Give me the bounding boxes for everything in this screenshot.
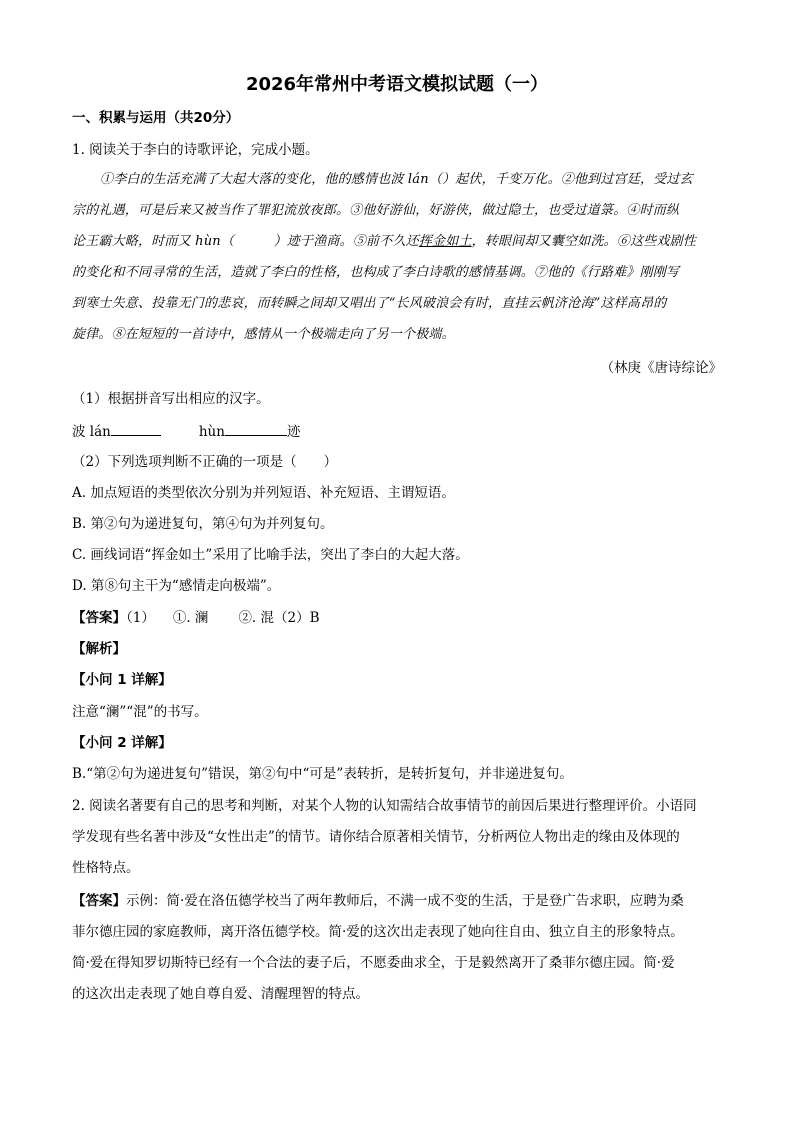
blank-b-suffix: 迹	[286, 424, 301, 440]
option-b: B. 第②句为递进复句，第④句为并列复句。	[72, 516, 334, 532]
passage-line-3-start: 论王霸大略，时而又 hùn（ ）迹于渔商。⑤前不久还	[72, 234, 419, 249]
passage-line-3	[72, 232, 724, 252]
answer-2-line-1	[72, 891, 722, 911]
answer-2-text-1: 示例：简·爱在洛伍德学校当了两年教师后，不满一成不变的生活，于是登广告求职，应聘为桑	[126, 893, 684, 909]
answer-item-1: ①. 澜	[172, 610, 209, 626]
answer-2-line-3: 简·爱在得知罗切斯特已经有一个合法的妻子后，不愿委曲求全，于是毅然离开了桑菲尔德庄园。简·爱	[72, 955, 675, 971]
subquestion-1-prompt: （1）根据拼音写出相应的汉字。	[72, 391, 270, 407]
blank-b-line[interactable]	[225, 421, 287, 436]
sub2-detail-label: 【小问 2 详解】	[72, 735, 172, 751]
passage-line-4: 的变化和不同寻常的生活，造就了李白的性格，也构成了李白诗歌的感情基调。⑦他的《行路难》刚刚写	[72, 265, 680, 280]
option-a: A. 加点短语的类型依次分别为并列短语、补充短语、主谓短语。	[72, 485, 455, 501]
question-1-prompt: 1. 阅读关于李白的诗歌评论，完成小题。	[72, 142, 319, 158]
page-title: 2026年常州中考语文模拟试题（一）	[245, 74, 549, 95]
answer-label: 【答案】	[72, 610, 126, 626]
section-heading: 一、积累与运用（共20分）	[72, 110, 240, 126]
blank-b-label: hùn	[198, 424, 225, 440]
subquestion-2-prompt: （2）下列选项判断不正确的一项是（ ）	[72, 454, 338, 470]
blank-a-line[interactable]	[111, 421, 161, 436]
passage-line-5: 到寒士失意、投靠无门的悲哀，而转瞬之间却又唱出了“长风破浪会有时，直挂云帆济沧海”这样高昂的	[72, 296, 667, 311]
question-2-line-3: 性格特点。	[72, 860, 140, 876]
question-2-line-2: 学发现有些名著中涉及“女性出走”的情节。请你结合原著相关情节，分析两位人物出走的缘由及体现的	[72, 829, 680, 845]
answer-2-line-4: 的这次出走表现了她自尊自爱、清醒理智的特点。	[72, 986, 369, 1002]
answer-1	[72, 608, 722, 628]
answer-part-1: （1）	[126, 610, 155, 626]
sub1-detail-label: 【小问 1 详解】	[72, 672, 172, 688]
sub2-detail-text: B.“第②句为递进复句”错误，第②句中“可是”表转折，是转折复句，并非递进复句。	[72, 766, 573, 782]
answer-item-2: ②. 混（2）B	[238, 610, 320, 626]
passage-line-2: 宗的礼遇，可是后来又被当作了罪犯流放夜郎。③他好游仙，好游侠，做过隐士，也受过道箓。④时而纵	[72, 203, 680, 218]
subquestion-1-blanks	[72, 421, 722, 442]
analysis-label: 【解析】	[72, 641, 126, 657]
underlined-phrase: 挥金如土	[418, 234, 472, 249]
passage-source: （林庚《唐诗综论》	[600, 360, 722, 376]
blank-a-label: 波 lán	[72, 424, 111, 440]
passage-line-6: 旋律。⑧在短短的一首诗中，感情从一个极端走向了另一个极端。	[72, 327, 455, 342]
answer-2-line-2: 菲尔德庄园的家庭教师，离开洛伍德学校。简·爱的这次出走表现了她向往自由、独立自主的形象特点。	[72, 924, 684, 940]
sub1-detail-text: 注意“澜”“混”的书写。	[72, 704, 208, 720]
question-2-line-1: 2. 阅读名著要有自己的思考和判断，对某个人物的认知需结合故事情节的前因后果进行整理评价。小语同	[72, 798, 697, 814]
passage-line-3-end: ，转眼间却又囊空如洗。⑥这些戏剧性	[471, 234, 697, 249]
option-c: C. 画线词语“挥金如土”采用了比喻手法，突出了李白的大起大落。	[72, 547, 469, 563]
passage-line-1: ①李白的生活充满了大起大落的变化，他的感情也波 lán（）起伏，千变万化。②他到过宫廷，受过玄	[100, 172, 693, 187]
option-d: D. 第⑧句主干为“感情走向极端”。	[72, 578, 281, 594]
answer-2-label: 【答案】	[72, 893, 126, 909]
